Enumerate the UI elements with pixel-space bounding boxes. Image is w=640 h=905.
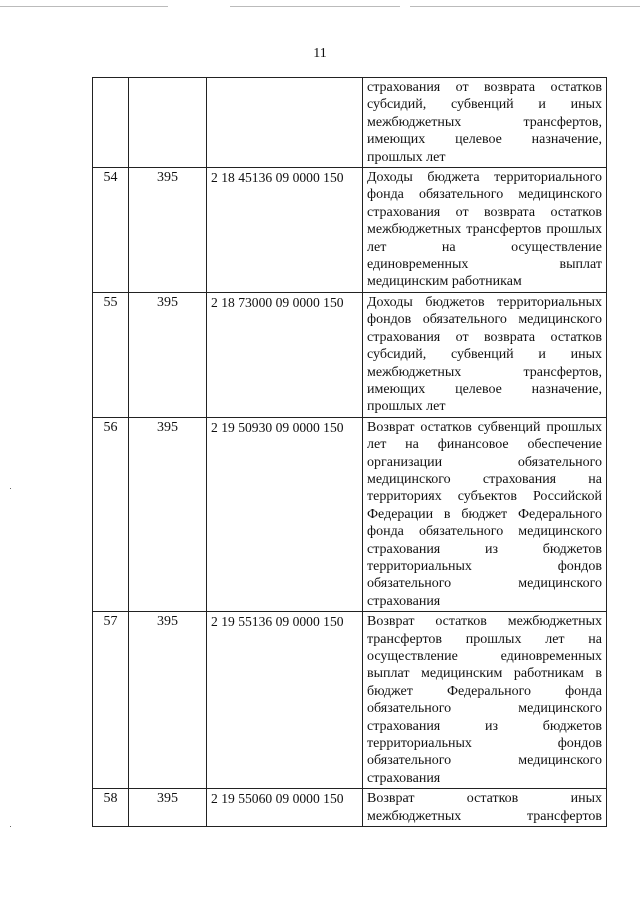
description-line: обязательного медицинского <box>367 454 602 487</box>
description-line: обязательного медицинского <box>367 701 602 717</box>
description-line: обязательного медицинского <box>367 753 602 769</box>
admin-code-cell: 395 <box>129 789 207 827</box>
row-description <box>363 789 607 827</box>
budget-code-cell: 2 18 73000 09 0000 150 <box>207 292 363 417</box>
row-number-cell: 58 <box>93 789 129 827</box>
description-line: межбюджетных трансфертов <box>367 808 602 824</box>
description-line: единовременных выплат <box>367 257 602 273</box>
description-line: имеющих целевое назначение, <box>367 381 602 397</box>
table-body <box>93 78 607 827</box>
description-line: Возврат остатков иных <box>367 791 602 807</box>
description-line: страхования от возврата остатков <box>367 329 602 345</box>
description-line: территориальных фондов <box>367 558 602 574</box>
description-line: межбюджетных трансфертов, <box>367 114 602 130</box>
table-row <box>93 612 607 789</box>
admin-code-cell: 395 <box>129 417 207 611</box>
description-line: субсидий, субвенций и иных <box>367 97 602 113</box>
top-scan-rule <box>410 6 640 7</box>
description-last-line: прошлых лет <box>367 149 446 165</box>
top-scan-rule <box>230 6 400 7</box>
description-line: бюджет Федерального фонда <box>367 506 603 540</box>
table-row <box>93 417 607 611</box>
description-last-line: медицинским работникам <box>367 274 522 290</box>
table-row <box>93 292 607 417</box>
description-line: выплат медицинским работникам в <box>367 666 602 682</box>
row-description <box>363 612 607 789</box>
description-line: обязательного медицинского <box>422 312 602 328</box>
admin-code-cell: 395 <box>129 612 207 789</box>
admin-code-cell: 395 <box>129 292 207 417</box>
description-line: фонда обязательного медицинского <box>367 187 602 203</box>
description-last-line: прошлых лет <box>367 399 446 415</box>
row-number-cell: 57 <box>93 612 129 789</box>
scan-speck <box>10 826 11 827</box>
revenue-codes-table <box>92 77 607 827</box>
budget-code-cell <box>207 78 363 168</box>
description-last-line: страхования <box>367 770 441 786</box>
row-description <box>363 78 607 168</box>
description-line: имеющих целевое назначение, <box>367 132 602 148</box>
row-number-cell: 56 <box>93 417 129 611</box>
row-number-cell: 54 <box>93 168 129 293</box>
description-line: межбюджетных трансфертов <box>367 222 542 238</box>
page-number: 11 <box>313 46 327 61</box>
table-row-continuation <box>93 78 607 168</box>
description-line: трансфертов прошлых лет на <box>367 631 602 647</box>
description-line: страхования из бюджетов <box>367 718 602 734</box>
description-line: Возврат остатков субвенций <box>367 419 541 435</box>
top-scan-rule <box>0 6 168 7</box>
description-line: страхования от возврата остатков <box>367 204 602 220</box>
description-line: Доходы бюджета территориального <box>367 170 602 186</box>
budget-code-cell: 2 19 55136 09 0000 150 <box>207 612 363 789</box>
description-line: страхования от возврата остатков <box>367 80 602 95</box>
description-line: субсидий, субвенций и иных <box>367 347 602 363</box>
table-row <box>93 789 607 827</box>
admin-code-cell: 395 <box>129 168 207 293</box>
admin-code-cell <box>129 78 207 168</box>
description-line: Возврат остатков межбюджетных <box>367 614 602 630</box>
description-line: территориальных фондов <box>367 294 602 328</box>
budget-code-cell: 2 18 45136 09 0000 150 <box>207 168 363 293</box>
description-line: бюджет Федерального фонда <box>367 683 602 699</box>
table-row <box>93 168 607 293</box>
budget-code-cell: 2 19 50930 09 0000 150 <box>207 417 363 611</box>
row-description <box>363 292 607 417</box>
row-number-cell: 55 <box>93 292 129 417</box>
description-line: территориальных фондов <box>367 736 602 752</box>
description-line: прошлых лет на финансовое <box>367 419 602 453</box>
scan-speck <box>10 488 11 489</box>
description-line: страхования на территориях <box>367 471 603 505</box>
budget-code-cell: 2 19 55060 09 0000 150 <box>207 789 363 827</box>
description-line: субъектов Российской Федерации в <box>367 489 602 522</box>
description-line: обязательного медицинского <box>419 524 602 540</box>
description-last-line: страхования <box>367 593 441 609</box>
description-line: обязательного медицинского <box>367 576 602 592</box>
description-line: Доходы бюджетов <box>367 294 485 310</box>
row-description <box>363 168 607 293</box>
row-description <box>363 417 607 611</box>
description-line: обеспечение организации <box>367 437 602 470</box>
description-line: межбюджетных трансфертов, <box>367 364 602 380</box>
description-line: страхования из бюджетов <box>367 541 602 557</box>
row-number-cell <box>93 78 129 168</box>
description-line: осуществление единовременных <box>367 649 602 664</box>
description-line: прошлых лет на осуществление <box>367 222 602 255</box>
